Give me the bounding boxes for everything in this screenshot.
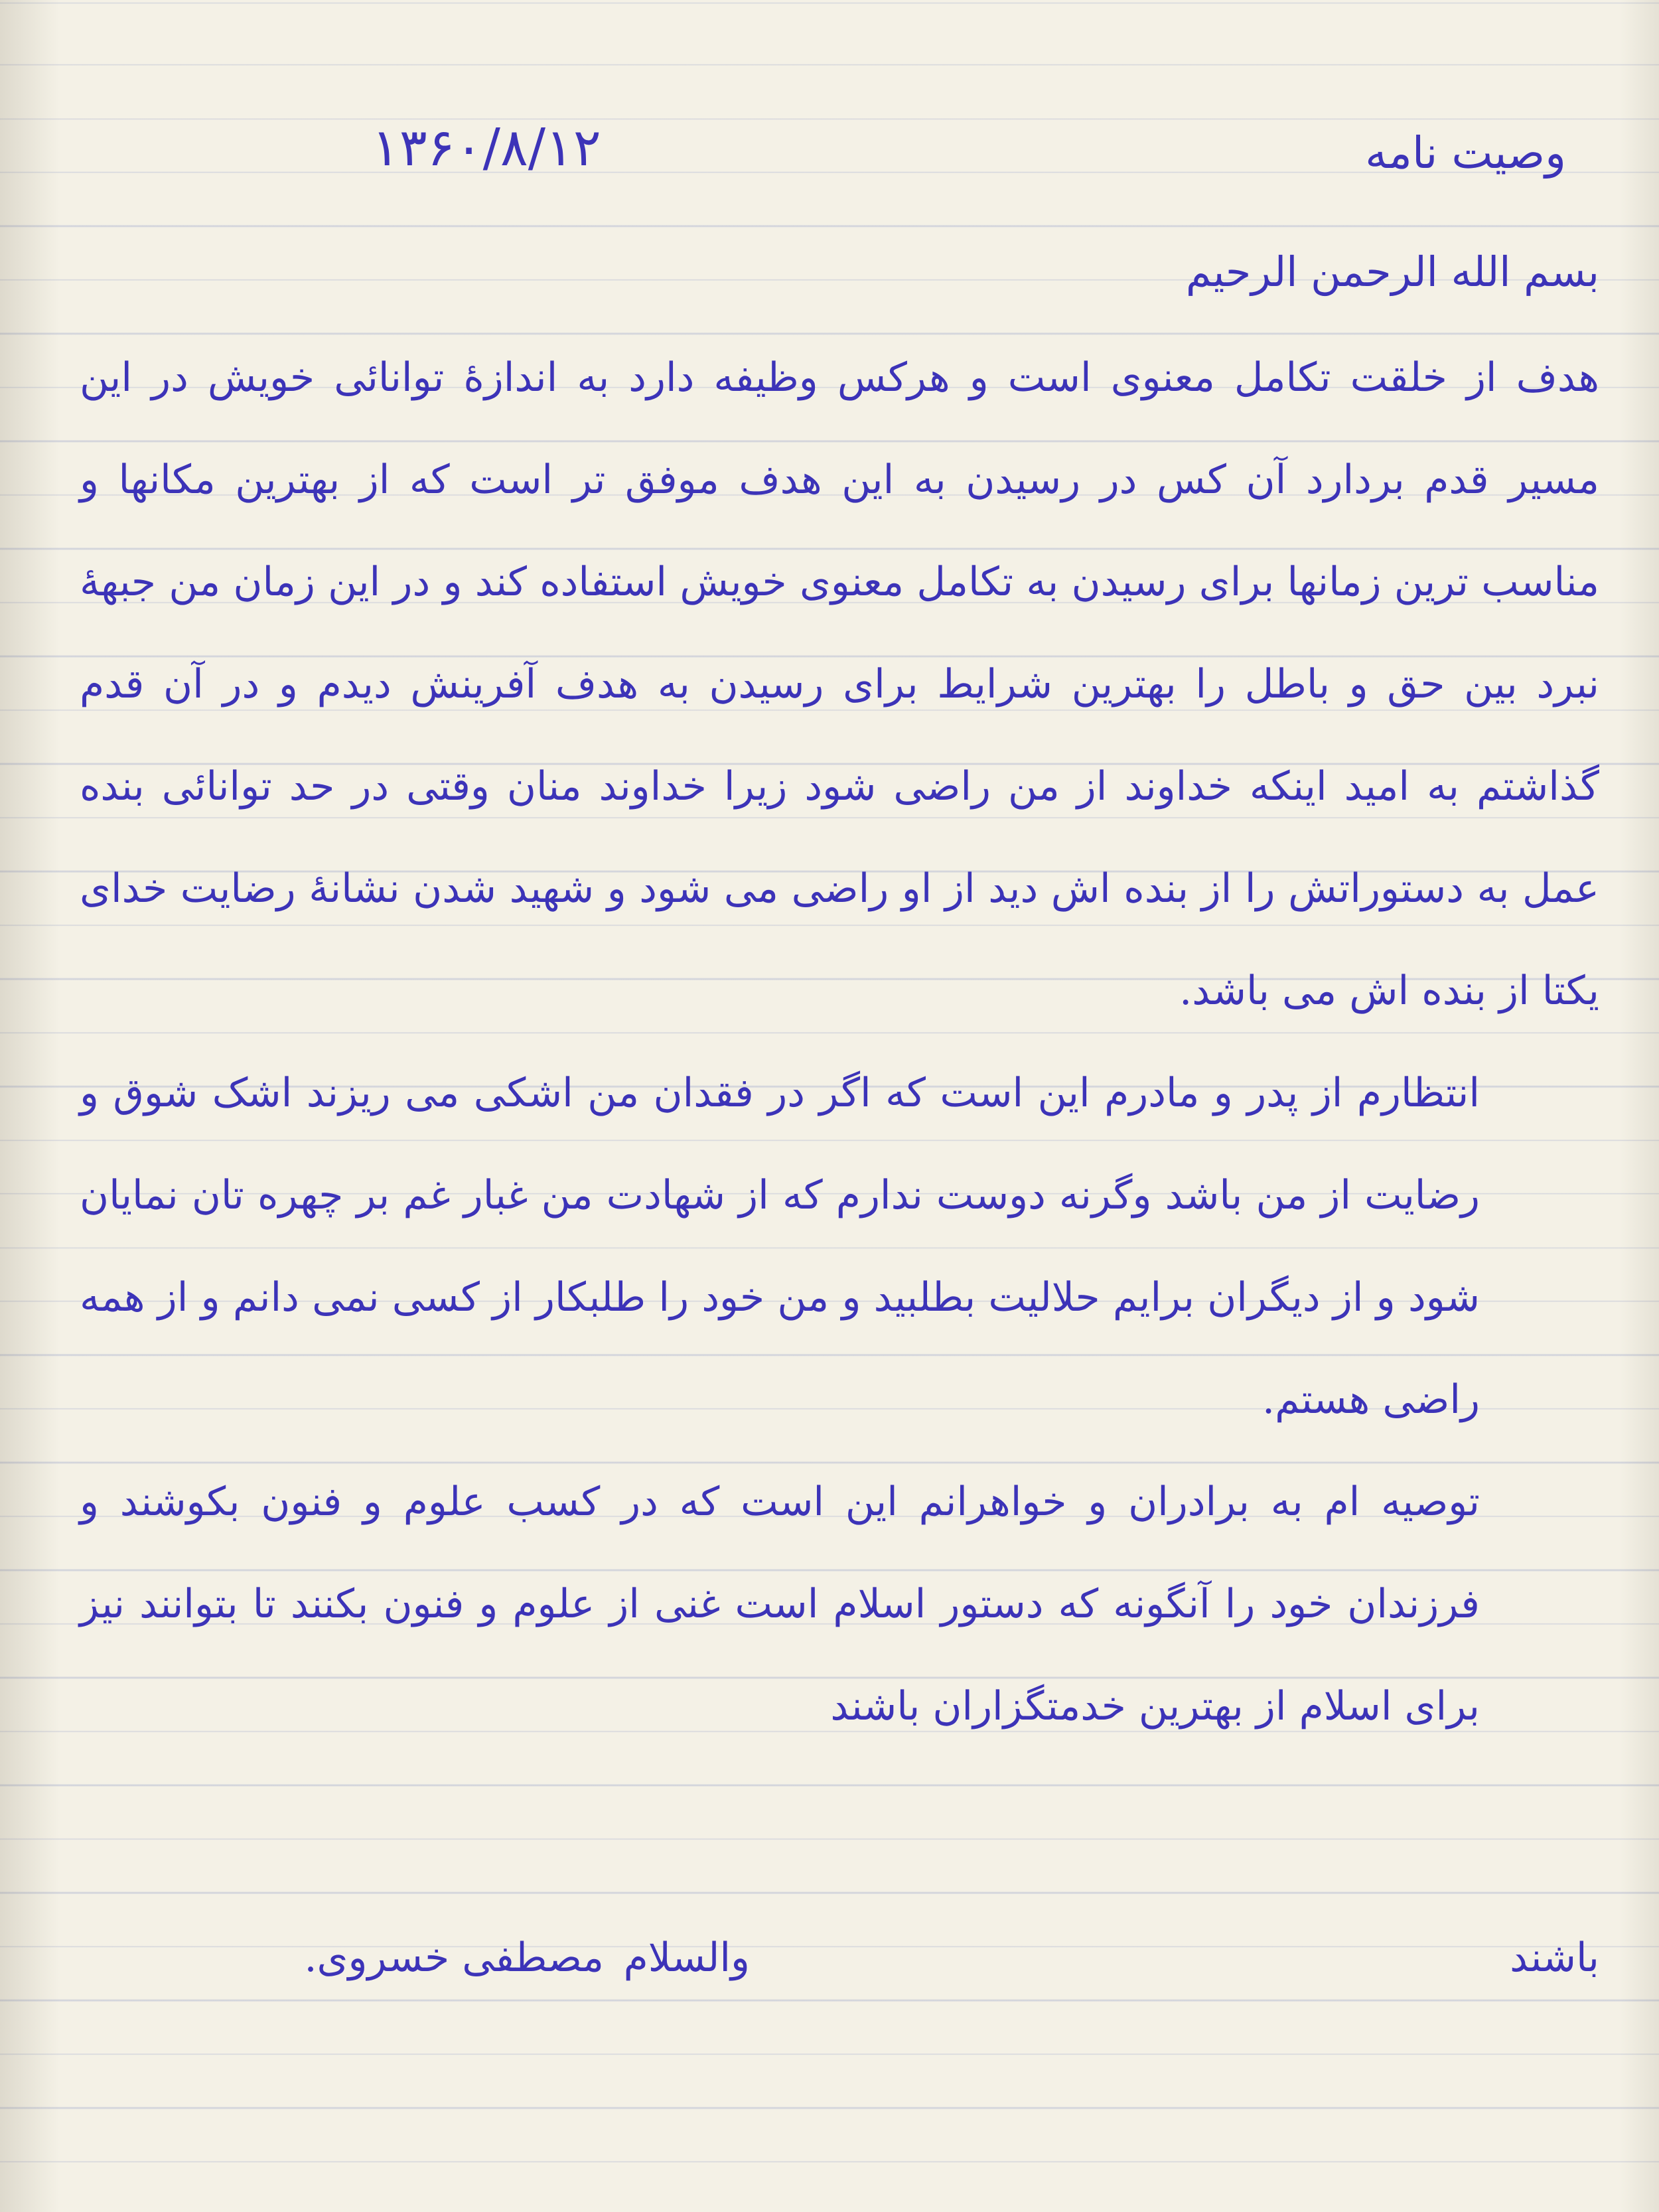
- letter-title: وصیت نامه: [1365, 127, 1566, 179]
- letter-header: [372, 111, 1579, 198]
- paper-edge-shadow-left: [0, 0, 60, 2212]
- basmala-line: بسم الله الرحمن الرحیم: [1185, 248, 1599, 296]
- paragraph-to-parents: انتظارم از پدر و مادرم این است که اگر در فقدان من اشکی می ریزند اشک شوق و رضایت از من باشد وگرنه دوست ندارم که از شهادت من غبار غم بر چهره تان نمایان شود و از دیگران برایم حلالیت بطلبید و من خود را طلبکار از کسی نمی دانم و از همه راضی هستم.: [80, 1070, 1480, 1423]
- paragraph-purpose-of-creation: هدف از خلقت تکامل معنوی است و هرکس وظیفه دارد به اندازهٔ توانائی خویش در این مسیر قدم بردارد آن کس در رسیدن به این هدف موفق تر است که از بهترین مکانها و مناسب ترین زمانها برای رسیدن به تکامل معنوی خویش استفاده کند و در این زمان من جبههٔ نبرد بین حق و باطل را بهترین شرایط برای رسیدن به هدف آفرینش دیدم و در آن قدم گذاشتم به امید اینکه خداوند از من راضی شود زیرا خداوند منان وقتی در حد توانائی بنده عمل به دستوراتش را از بنده اش دید از او راضی می شود و شهید شدن نشانهٔ رضایت خدای یکتا از بنده اش می باشد.: [80, 354, 1600, 1014]
- letter-body: [80, 327, 1599, 1757]
- paper-edge-shadow-right: [1619, 0, 1659, 2212]
- signature-name: مصطفی خسروی.: [304, 1935, 604, 1981]
- paragraph-to-siblings: توصیه ام به برادران و خواهرانم این است که در کسب علوم و فنون بکوشند و فرزندان خود را آنگونه که دستور اسلام است غنی از علوم و فنون بکنند تا بتوانند نیز برای اسلام از بهترین خدمتگزاران باشند: [80, 1479, 1480, 1730]
- salutation: والسلام: [623, 1935, 750, 1981]
- signature-block: [0, 1918, 1599, 2011]
- letter-date: ۱۳۶۰/۸/۱۲: [372, 118, 601, 178]
- closing-word: باشند: [1510, 1935, 1599, 1981]
